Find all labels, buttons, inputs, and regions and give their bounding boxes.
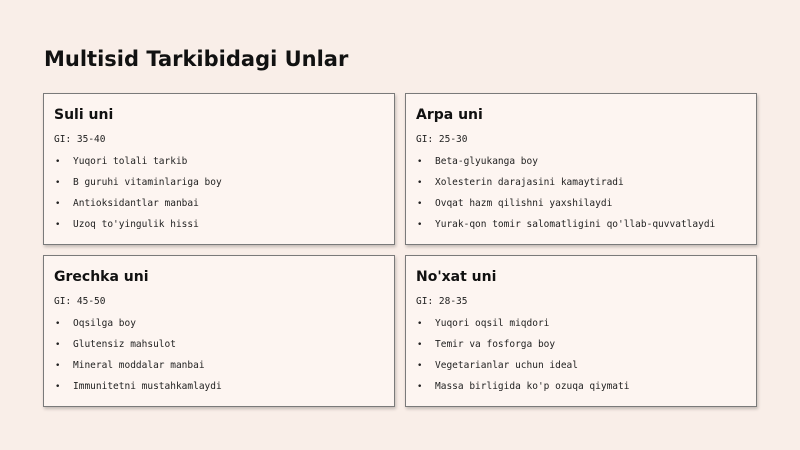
- feature-list: [416, 155, 715, 239]
- bullet-dot-icon: •: [55, 361, 61, 371]
- list-item-text: Antioksidantlar manbai: [73, 198, 199, 209]
- list-item: [416, 338, 629, 359]
- bullet-dot-icon: •: [55, 157, 61, 167]
- list-item: [54, 317, 222, 338]
- card-suli-uni: [43, 93, 395, 245]
- list-item: [54, 155, 222, 176]
- bullet-dot-icon: •: [55, 220, 61, 230]
- list-item-text: Mineral moddalar manbai: [73, 360, 205, 371]
- bullet-dot-icon: •: [417, 178, 423, 188]
- card-grechka-uni: [43, 255, 395, 407]
- list-item: [416, 317, 629, 338]
- list-item-text: Oqsilga boy: [73, 318, 136, 329]
- bullet-dot-icon: •: [55, 382, 61, 392]
- glycemic-index: GI: 45-50: [54, 296, 106, 307]
- card-arpa-uni: [405, 93, 757, 245]
- glycemic-index: GI: 25-30: [416, 134, 468, 145]
- bullet-dot-icon: •: [417, 340, 423, 350]
- card-title: Grechka uni: [54, 269, 149, 285]
- bullet-dot-icon: •: [55, 178, 61, 188]
- list-item: [54, 338, 222, 359]
- list-item: [416, 218, 715, 239]
- list-item: [54, 359, 222, 380]
- list-item-text: Beta-glyukanga boy: [435, 156, 538, 167]
- glycemic-index: GI: 28-35: [416, 296, 468, 307]
- bullet-dot-icon: •: [417, 220, 423, 230]
- list-item-text: Massa birligida ko'p ozuqa qiymati: [435, 381, 630, 392]
- list-item-text: Yuqori oqsil miqdori: [435, 318, 550, 329]
- list-item-text: Uzoq to'yingulik hissi: [73, 219, 199, 230]
- list-item-text: Glutensiz mahsulot: [73, 339, 176, 350]
- list-item-text: B guruhi vitaminlariga boy: [73, 177, 222, 188]
- card-title: Arpa uni: [416, 107, 483, 123]
- list-item-text: Temir va fosforga boy: [435, 339, 556, 350]
- feature-list: [54, 317, 222, 401]
- list-item: [54, 380, 222, 401]
- list-item: [54, 218, 222, 239]
- page-title: Multisid Tarkibidagi Unlar: [44, 47, 349, 71]
- bullet-dot-icon: •: [417, 157, 423, 167]
- list-item-text: Yurak-qon tomir salomatligini qo'llab-quvvatlaydi: [435, 219, 716, 230]
- card-noxat-uni: [405, 255, 757, 407]
- bullet-dot-icon: •: [417, 319, 423, 329]
- list-item-text: Ovqat hazm qilishni yaxshilaydi: [435, 198, 613, 209]
- list-item: [416, 197, 715, 218]
- bullet-dot-icon: •: [55, 340, 61, 350]
- card-title: No'xat uni: [416, 269, 497, 285]
- list-item-text: Yuqori tolali tarkib: [73, 156, 188, 167]
- list-item: [416, 380, 629, 401]
- list-item: [54, 176, 222, 197]
- list-item-text: Immunitetni mustahkamlaydi: [73, 381, 222, 392]
- bullet-dot-icon: •: [55, 199, 61, 209]
- card-title: Suli uni: [54, 107, 114, 123]
- bullet-dot-icon: •: [417, 382, 423, 392]
- list-item: [416, 155, 715, 176]
- list-item: [54, 197, 222, 218]
- list-item-text: Xolesterin darajasini kamaytiradi: [435, 177, 624, 188]
- glycemic-index: GI: 35-40: [54, 134, 106, 145]
- feature-list: [416, 317, 629, 401]
- list-item: [416, 176, 715, 197]
- feature-list: [54, 155, 222, 239]
- bullet-dot-icon: •: [55, 319, 61, 329]
- list-item-text: Vegetarianlar uchun ideal: [435, 360, 578, 371]
- list-item: [416, 359, 629, 380]
- bullet-dot-icon: •: [417, 361, 423, 371]
- bullet-dot-icon: •: [417, 199, 423, 209]
